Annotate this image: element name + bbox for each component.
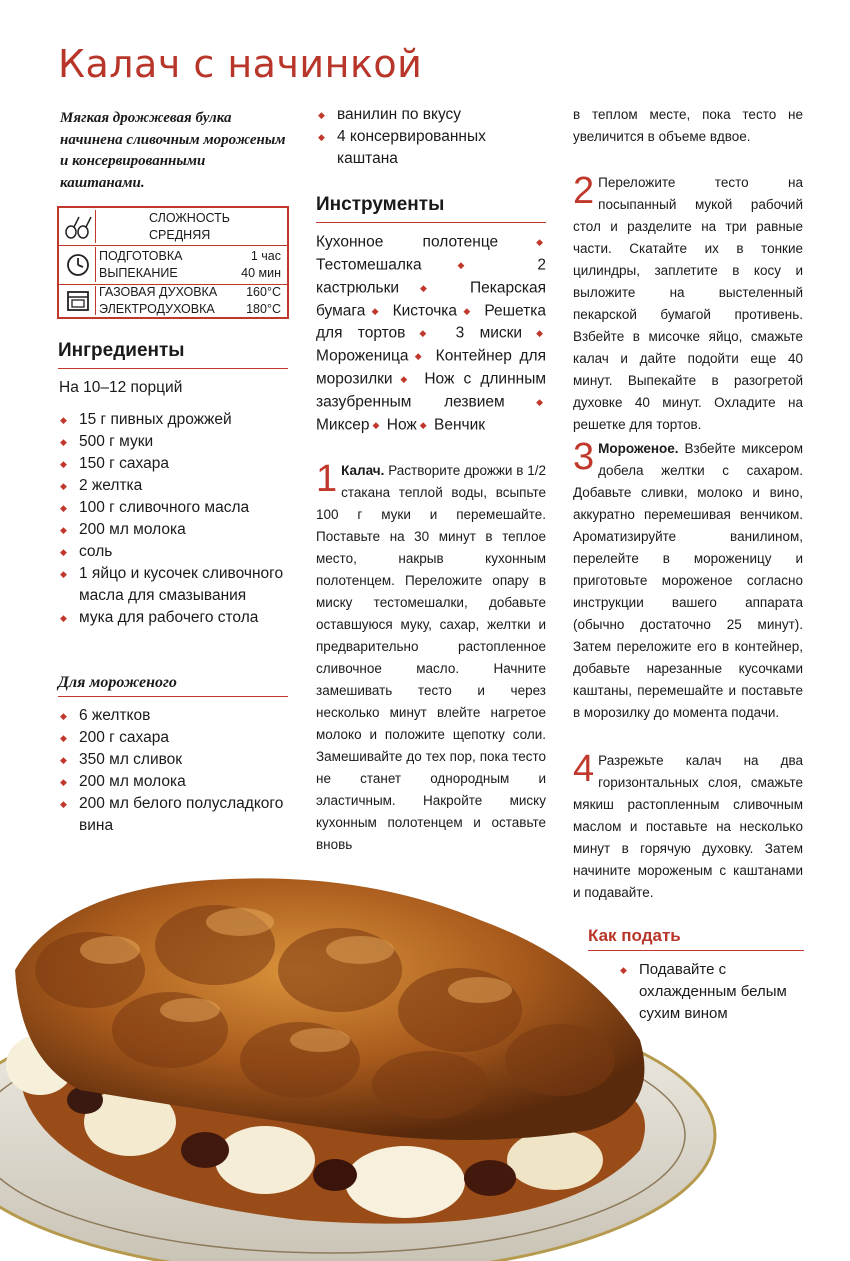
serve-heading: Как подать [588,926,804,951]
list-item: ◆ 500 г муки [58,431,288,453]
list-item: ◆ 150 г сахара [58,453,288,475]
tool-item: Тестомешалка [316,256,422,274]
whisk-icon [61,210,96,243]
list-item: ◆ мука для рабочего стола [58,607,288,629]
step-text: Разрежьте калач на два горизонтальных слоя, смажьте мякиш растопленным сливочным маслом и поставьте на несколько минут в горячую духовку. Затем начините мороженым с каштанами и подавайте. [573,753,803,900]
list-item: ◆ 6 желтков [58,705,288,727]
step-number: 3 [573,436,595,478]
time-row [59,245,287,285]
tool-item: Решетка для тортов [316,301,546,342]
gas-label: ГАЗОВАЯ ДУХОВКА [99,285,218,299]
ingredients-list [58,409,288,629]
oven-icon [61,286,96,315]
prep-value: 1 час [250,249,281,263]
tool-item: Пекарская бумага [316,279,546,319]
tool-item: Кисточка [392,301,458,319]
tool-item: Нож с длинным зазубренным лезвием [316,370,546,411]
page-title: Калач с начинкой [58,42,423,86]
tool-item: Миксер [316,416,370,434]
list-item: ◆ 100 г сливочного масла [58,497,288,519]
list-item: ◆ Подавайте с охлажденным белым сухим вином [618,959,804,1025]
icecream-heading: Для мороженого [58,674,288,697]
ingredients-heading: Ингредиенты [58,340,288,369]
list-item: ◆ 200 г сахара [58,727,288,749]
bake-value: 40 мин [241,266,281,280]
tool-item: Контейнер для морозилки [316,347,546,388]
bread-photo [0,860,720,1261]
electric-label: ЭЛЕКТРОДУХОВКА [99,302,215,316]
list-item: ◆ 15 г пивных дрожжей [58,409,288,431]
step-2 [573,172,803,436]
step-title: Мороженое. [598,441,679,456]
tools-section [316,194,546,437]
tool-item: Мороженица [316,347,409,365]
electric-value: 180°C [246,302,281,316]
servings: На 10–12 порций [59,379,183,396]
tool-item: Нож [386,416,417,434]
list-item: ◆ 1 яйцо и кусочек сливочного масла для смазывания [58,563,288,607]
difficulty-row [59,208,287,246]
ingredients-section [58,340,288,629]
icecream-list-continued [316,104,546,170]
icecream-list [58,705,288,837]
step-3 [573,438,803,724]
tool-item: 3 миски [455,324,523,342]
list-item: ◆ 200 мл молока [58,519,288,541]
list-item: ◆ 200 мл белого полусладкого вина [58,793,288,837]
tools-heading: Инструменты [316,194,546,223]
step-title: Калач. [341,463,385,478]
step-number: 4 [573,748,595,790]
step-1 [316,460,546,856]
icecream-section [58,674,288,837]
step-number: 2 [573,170,595,212]
step-text: в теплом месте, пока тесто не увеличится в объеме вдвое. [573,107,803,144]
step-text: Взбейте миксером добела желтки с сахаром. Добавьте сливки, молоко и вино, аккуратно перемешивая венчиком. Ароматизируйте ванилином, перелейте в мороженицу и приготовьте мороженое согласно инструкции вашего аппарата (обычно достаточно 25 минут). Затем переложите его в контейнер, добавьте нарезанные кусочками каштаны, перемешайте и поставьте в морозилку до момента подачи. [573,441,803,720]
tool-item: Кухонное полотенце [316,233,499,251]
list-item: ◆ 200 мл молока [58,771,288,793]
list-item: ◆ 4 консервированных каштана [316,126,546,170]
tool-item: Венчик [434,416,486,434]
clock-icon [61,247,96,282]
list-item: ◆ соль [58,541,288,563]
lead-text: Мягкая дрожжевая булка начинена сливочным мороженым и консервированными каштанами. [60,110,286,191]
info-box [57,206,289,319]
prep-label: ПОДГОТОВКА [99,249,183,263]
step-text: Переложите тесто на посыпанный мукой рабочий стол и разделите на три равные части. Скатайте их в тонкие цилиндры, заплетите в косу и выложите на выстеленный пекарской бумагой противень. Взбейте в мисочке яйцо, смажьте калач и дайте подойти еще 40 минут. Выпекайте в разогретой духовке 40 минут. Охладите на решетке для тортов. [573,175,803,432]
oven-row [59,284,287,317]
list-item: ◆ ванилин по вкусу [316,104,546,126]
bake-label: ВЫПЕКАНИЕ [99,266,178,280]
gas-value: 160°C [246,285,281,299]
difficulty-value: СРЕДНЯЯ [149,228,211,242]
step-1-continued [573,104,803,148]
tools-list: Кухонное полотенце ◆ Тестомешалка ◆ 2 кастрюльки ◆ Пекарская бумага ◆ Кисточка ◆ Решетка для тортов ◆ 3 миски ◆ Мороженица ◆ Контейнер для морозилки ◆ Нож с длинным зазубренным лезвием ◆ Миксер ◆ Нож ◆ Венчик [316,233,546,434]
step-number: 1 [316,458,338,500]
tool-item: 2 кастрюльки [316,256,546,297]
step-text: Растворите дрожжи в 1/2 стакана теплой воды, всыпьте 100 г муки и перемешайте. Поставьте на 30 минут в теплое место, накрыв кухонным полотенцем. Переложите опару в миску тестомешалки, добавьте оставшуюся муку, сахар, желтки и предварительно растопленное сливочное масло. Начните замешивать тесто и через несколько минут влейте нагретое молоко и положите щепотку соли. Замешивайте до тех пор, пока тесто не станет однородным и эластичным. Накройте миску кухонным полотенцем и оставьте вновь [316,463,546,852]
list-item: ◆ 2 желтка [58,475,288,497]
list-item: ◆ 350 мл сливок [58,749,288,771]
difficulty-label: СЛОЖНОСТЬ [149,211,231,225]
